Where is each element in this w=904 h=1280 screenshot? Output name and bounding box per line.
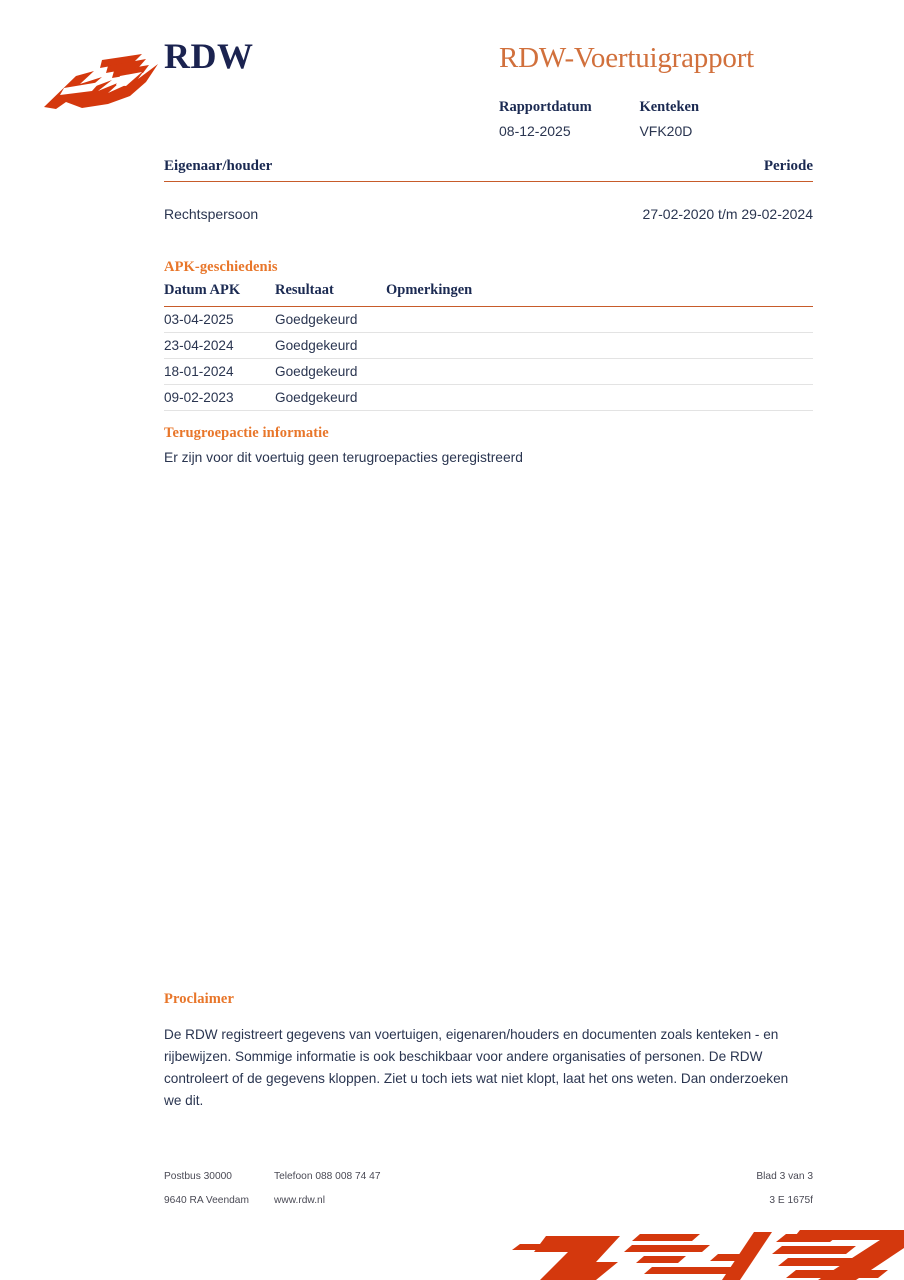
disclaimer-text: De RDW registreert gegevens van voertuigen, eigenaren/houders en documenten zoals kenteken - en rijbewijzen. Sommige informatie is ook beschikbaar voor andere organisaties of personen. De RDW controleert of de gegevens kloppen. Ziet u toch iets wat niet klopt, laat het ons weten. Dan onderzoeken we dit. (164, 1027, 789, 1109)
cell-date: 23-04-2024 (164, 333, 275, 359)
license-plate-block (639, 98, 699, 141)
footer-row-bottom (164, 1195, 813, 1206)
owner-heading: Eigenaar/houder (164, 158, 273, 174)
report-date-value: 08-12-2025 (499, 122, 571, 139)
apk-table-body (164, 307, 813, 411)
report-date-block (499, 98, 635, 141)
footer-form-code: 3 E 1675f (769, 1195, 813, 1206)
apk-history-section (164, 259, 813, 411)
table-header-row (164, 282, 813, 307)
cell-remark (386, 385, 813, 411)
table-row (164, 385, 813, 411)
footer-telephone: Telefoon 088 008 74 47 (274, 1171, 381, 1182)
rdw-wordmark: RDW (164, 36, 254, 76)
cell-result: Goedgekeurd (275, 307, 386, 333)
footer-page-indicator: Blad 3 van 3 (756, 1171, 813, 1182)
cell-remark (386, 333, 813, 359)
apk-history-table (164, 282, 813, 411)
rdw-logo (42, 38, 257, 110)
footer-row-top (164, 1171, 813, 1182)
owner-section-header (164, 158, 813, 182)
table-row (164, 333, 813, 359)
apk-history-title: APK-geschiedenis (164, 259, 278, 275)
rdw-feather-logo-icon (42, 52, 167, 110)
cell-date: 18-01-2024 (164, 359, 275, 385)
owner-value: Rechtspersoon (164, 206, 259, 222)
table-row (164, 359, 813, 385)
recall-text: Er zijn voor dit voertuig geen terugroepacties geregistreerd (164, 450, 523, 465)
column-header-date: Datum APK (164, 282, 275, 307)
recall-section (164, 425, 813, 465)
cell-result: Goedgekeurd (275, 385, 386, 411)
report-date-label: Rapportdatum (499, 99, 592, 115)
recall-title: Terugroepactie informatie (164, 425, 329, 441)
page-footer (164, 1171, 813, 1219)
disclaimer-section (164, 991, 804, 1112)
cell-result: Goedgekeurd (275, 333, 386, 359)
period-value: 27-02-2020 t/m 29-02-2024 (642, 206, 813, 222)
owner-section (164, 158, 813, 222)
table-row (164, 307, 813, 333)
column-header-result: Resultaat (275, 282, 386, 307)
cell-remark (386, 359, 813, 385)
column-header-remarks: Opmerkingen (386, 282, 813, 307)
license-plate-label: Kenteken (639, 99, 700, 115)
owner-section-body (164, 182, 813, 222)
footer-city: 9640 RA Veendam (164, 1195, 249, 1206)
footer-website[interactable]: www.rdw.nl (274, 1195, 325, 1206)
footer-postbus: Postbus 30000 (164, 1171, 232, 1182)
rdw-motion-stripes-graphic (500, 1218, 904, 1280)
report-meta (499, 98, 699, 141)
cell-remark (386, 307, 813, 333)
cell-date: 09-02-2023 (164, 385, 275, 411)
disclaimer-title: Proclaimer (164, 991, 234, 1007)
page-title: RDW-Voertuigrapport (499, 42, 755, 74)
period-heading: Periode (763, 158, 813, 174)
cell-result: Goedgekeurd (275, 359, 386, 385)
cell-date: 03-04-2025 (164, 307, 275, 333)
license-plate-value: VFK20D (639, 122, 693, 139)
